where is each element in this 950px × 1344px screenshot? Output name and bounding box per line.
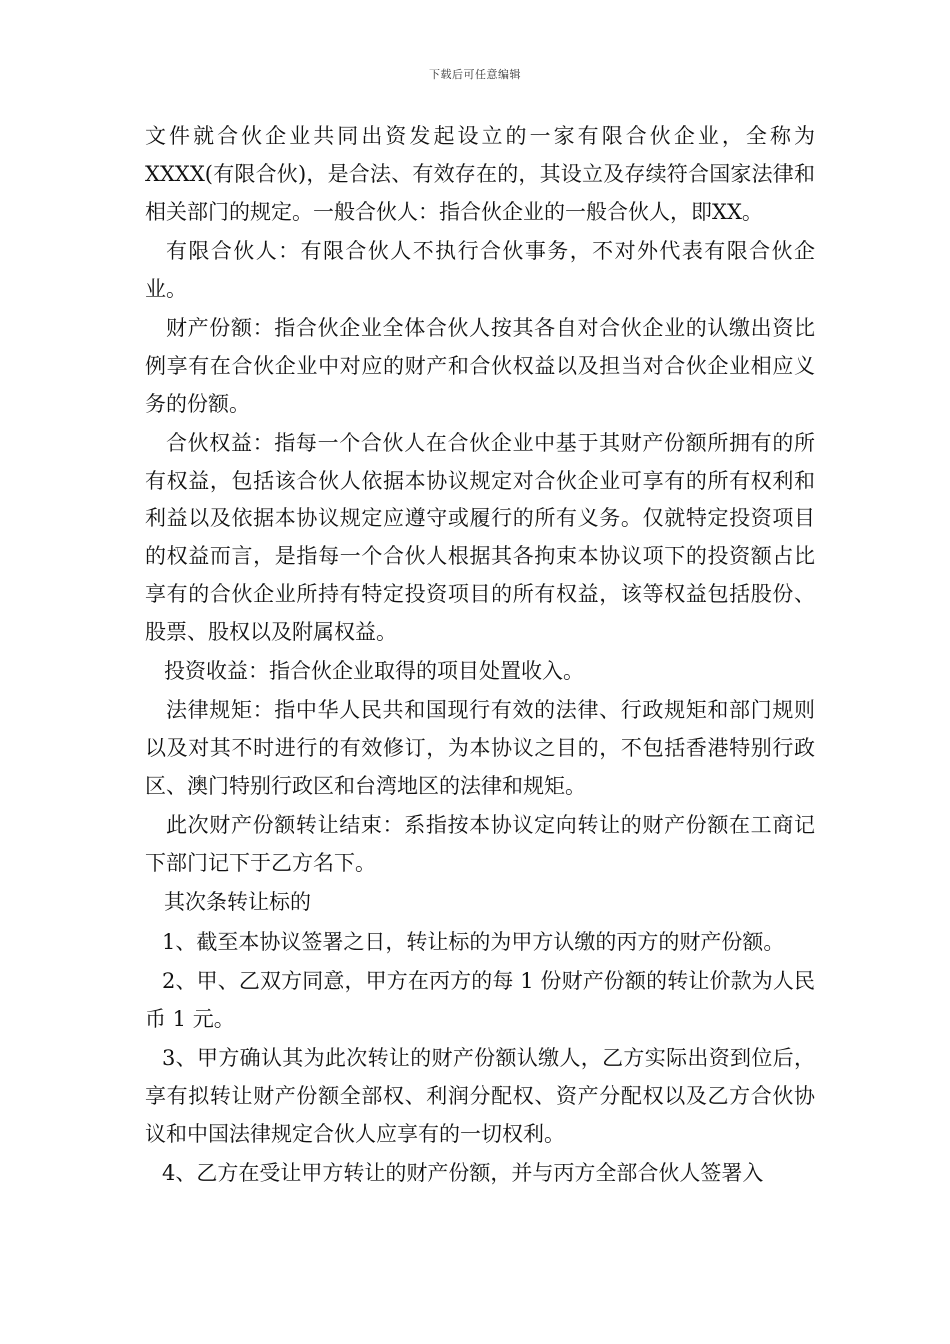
paragraph-investment-income: 投资收益：指合伙企业取得的项目处置收入。 — [164, 659, 584, 684]
page-header: 下载后可任意编辑 — [429, 68, 521, 81]
paragraph-partnership-intro: 文件就合伙企业共同出资发起设立的一家有限合伙企业，全称为XXXX(有限合伙)，是合法、有效存在的，其设立及存续符合国家法律和相关部门的规定。一般合伙人：指合伙企业的一般合伙人，即XX。 — [145, 124, 815, 224]
clause-2: 2、甲、乙双方同意，甲方在丙方的每 1 份财产份额的转让价款为人民币 1 元。 — [145, 969, 815, 1031]
section-heading-transfer-subject: 其次条转让标的 — [164, 890, 311, 915]
document-body — [145, 118, 815, 1194]
paragraph-laws: 法律规矩：指中华人民共和国现行有效的法律、行政规矩和部门规则以及对其不时进行的有效修订，为本协议之目的，不包括香港特别行政区、澳门特别行政区和台湾地区的法律和规矩。 — [145, 698, 815, 799]
paragraph-transfer-completion: 此次财产份额转让结束：系指按本协议定向转让的财产份额在工商记下部门记下于乙方名下。 — [145, 813, 815, 876]
clause-3: 3、甲方确认其为此次转让的财产份额认缴人，乙方实际出资到位后，享有拟转让财产份额全部权、利润分配权、资产分配权以及乙方合伙协议和中国法律规定合伙人应享有的一切权利。 — [145, 1046, 815, 1146]
paragraph-limited-partner: 有限合伙人：有限合伙人不执行合伙事务，不对外代表有限合伙企业。 — [145, 238, 815, 301]
clause-4: 4、乙方在受让甲方转让的财产份额，并与丙方全部合伙人签署入 — [162, 1161, 764, 1186]
clause-1: 1、截至本协议签署之日，转让标的为甲方认缴的丙方的财产份额。 — [162, 929, 785, 954]
paragraph-property-share: 财产份额：指合伙企业全体合伙人按其各自对合伙企业的认缴出资比例享有在合伙企业中对应的财产和合伙权益以及担当对合伙企业相应义务的份额。 — [145, 315, 815, 416]
paragraph-partnership-rights: 合伙权益：指每一个合伙人在合伙企业中基于其财产份额所拥有的所有权益，包括该合伙人依据本协议规定对合伙企业可享有的所有权利和利益以及依据本协议规定应遵守或履行的所有义务。仅就特定投资项目的权益而言，是指每一个合伙人根据其各拘束本协议项下的投资额占比享有的合伙企业所持有特定投资项目的所有权益，该等权益包括股份、股票、股权以及附属权益。 — [145, 430, 815, 644]
